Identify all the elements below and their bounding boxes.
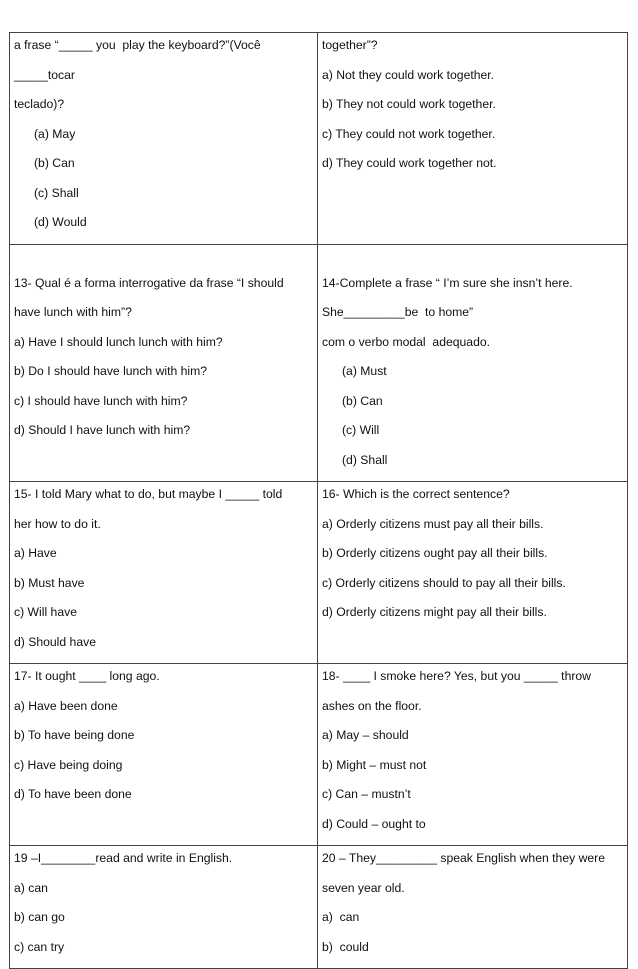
question-cell-continued-left: [10, 33, 318, 245]
question-cell-13: [10, 244, 318, 482]
answer-option: (a) May: [34, 126, 76, 141]
answer-option: c) Will have: [14, 605, 77, 619]
answer-option: (b) Can: [342, 393, 383, 408]
question-text: 13- Qual é a forma interrogative da frase “I should: [14, 275, 284, 290]
exercise-table: [9, 32, 628, 969]
answer-option: d) Orderly citizens might pay all their bills.: [322, 605, 547, 619]
answer-option: (d) Shall: [342, 452, 388, 467]
answer-option: b) Might – must not: [322, 757, 427, 772]
document-page: [9, 32, 629, 969]
question-text: com o verbo modal adequado.: [322, 334, 491, 349]
question-text: 20 – They_________ speak English when they were: [322, 851, 605, 865]
answer-option: b) Do I should have lunch with him?: [14, 364, 208, 378]
question-text: She_________be to home”: [322, 305, 474, 319]
answer-option: b) Must have: [14, 575, 85, 590]
question-cell-continued-right: [318, 33, 628, 245]
answer-option: a) can: [322, 910, 360, 924]
question-text: 14-Complete a frase “ I’m sure she insn’t here.: [322, 275, 573, 290]
answer-option: (c) Shall: [34, 185, 79, 200]
answer-option: a) May – should: [322, 728, 409, 742]
answer-option: c) can try: [14, 939, 65, 954]
answer-option: a) Have: [14, 546, 57, 560]
table-row: [10, 664, 628, 846]
question-text: _____tocar: [14, 67, 75, 82]
answer-option: d) Should have: [14, 634, 96, 649]
answer-option: d) Should I have lunch with him?: [14, 423, 191, 437]
answer-option: b) Orderly citizens ought pay all their bills.: [322, 546, 548, 560]
question-cell-17: [10, 664, 318, 846]
answer-option: d) Could – ought to: [322, 816, 426, 831]
answer-option: a) Orderly citizens must pay all their bills.: [322, 516, 544, 531]
question-text: 18- ____ I smoke here? Yes, but you _____ throw: [322, 669, 591, 683]
answer-option: b) To have being done: [14, 728, 135, 742]
answer-option: (d) Would: [34, 215, 87, 229]
answer-option: b) They not could work together.: [322, 97, 496, 111]
question-cell-14: [318, 244, 628, 482]
question-text: her how to do it.: [14, 516, 101, 531]
answer-option: (b) Can: [34, 156, 75, 170]
question-text: together”?: [322, 38, 378, 52]
question-cell-19: [10, 846, 318, 969]
question-cell-20: [318, 846, 628, 969]
answer-option: c) Can – mustn’t: [322, 787, 411, 801]
question-text: have lunch with him”?: [14, 305, 132, 319]
question-text: 19 –I________read and write in English.: [14, 851, 233, 865]
answer-option: a) can: [14, 880, 48, 895]
table-row: [10, 244, 628, 482]
answer-option: a) Not they could work together.: [322, 67, 495, 82]
cell-spacer: [14, 249, 313, 275]
answer-option: d) To have been done: [14, 787, 132, 801]
answer-option: c) Orderly citizens should to pay all their bills.: [322, 575, 566, 590]
answer-option: c) They could not work together.: [322, 126, 496, 141]
answer-option: a) Have I should lunch lunch with him?: [14, 334, 223, 349]
answer-option: a) Have been done: [14, 698, 118, 713]
answer-option: (a) Must: [342, 364, 387, 378]
question-text: teclado)?: [14, 97, 65, 111]
answer-option: b) can go: [14, 910, 65, 924]
question-cell-15: [10, 482, 318, 664]
question-text: a frase “_____ you play the keyboard?”(Você: [14, 38, 261, 52]
question-text: 16- Which is the correct sentence?: [322, 487, 510, 501]
table-row: [10, 33, 628, 245]
question-text: seven year old.: [322, 880, 405, 895]
question-cell-16: [318, 482, 628, 664]
question-text: 15- I told Mary what to do, but maybe I _____ told: [14, 487, 283, 501]
answer-option: (c) Will: [342, 423, 380, 437]
table-row: [10, 482, 628, 664]
question-text: 17- It ought ____ long ago.: [14, 669, 160, 683]
answer-option: c) I should have lunch with him?: [14, 393, 188, 408]
question-text: ashes on the floor.: [322, 698, 422, 713]
answer-option: d) They could work together not.: [322, 156, 497, 170]
cell-spacer: [322, 249, 623, 275]
question-cell-18: [318, 664, 628, 846]
answer-option: b) could: [322, 939, 369, 954]
answer-option: c) Have being doing: [14, 757, 123, 772]
table-row: [10, 846, 628, 969]
